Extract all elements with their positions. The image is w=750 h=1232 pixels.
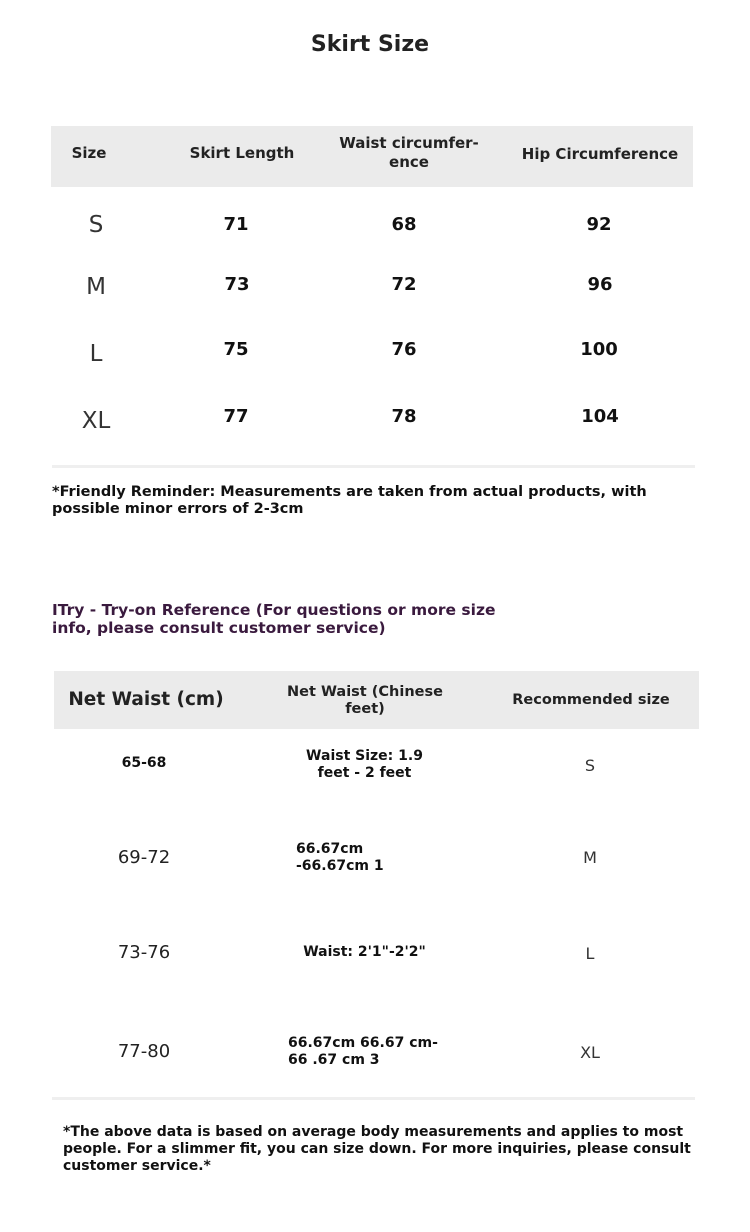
skirt-length-value: 75 [223,339,249,360]
waist-value: 72 [391,274,417,295]
divider [52,465,695,468]
hip-value: 100 [580,339,618,360]
size-label: L [89,341,103,367]
waist-value: 76 [391,339,417,360]
net-waist-cm-value: 77-80 [117,1041,171,1062]
table-row [54,930,699,990]
hip-value: 92 [586,214,612,235]
waist-value: 78 [391,406,417,427]
header-skirt-length: Skirt Length [189,144,295,162]
recommended-size-value: XL [580,1043,600,1062]
net-waist-feet-value: 66.67cm 66.67 cm-66 .67 cm 3 [288,1035,438,1068]
table-row [51,327,693,377]
table-row [51,262,693,312]
header-net-waist-chinese-feet: Net Waist (Chinese feet) [287,684,443,717]
header-recommended-size: Recommended size [512,692,670,708]
header-net-waist-cm: Net Waist (cm) [68,689,224,710]
footer-note: *The above data is based on average body measurements and applies to most people. For a slimmer fit, you can size down. For more inquiries, please consult customer service.* [63,1124,691,1174]
skirt-length-value: 73 [224,274,250,295]
page-title: Skirt Size [310,32,430,57]
table-row [54,1028,699,1088]
header-hip-circumference: Hip Circumference [521,145,679,163]
size-label: M [86,274,106,300]
net-waist-feet-value: Waist: 2'1"-2'2" [303,944,426,960]
header-waist-circumference: Waist circumfer-ence [339,134,479,171]
skirt-length-value: 71 [223,214,249,235]
hip-value: 96 [587,274,613,295]
hip-value: 104 [581,406,619,427]
net-waist-cm-value: 73-76 [117,942,171,963]
net-waist-cm-value: 69-72 [117,847,171,868]
net-waist-feet-value: 66.67cm -66.67cm 1 [296,841,384,874]
tryon-heading: ITry - Try-on Reference (For questions or more size info, please consult customer service) [52,601,496,637]
table-row [54,740,699,800]
table-row [51,200,693,250]
recommended-size-value: L [585,944,595,963]
friendly-reminder: *Friendly Reminder: Measurements are taken from actual products, with possible minor errors of 2-3cm [52,484,647,517]
size-label: S [88,212,104,238]
skirt-length-value: 77 [223,406,249,427]
header-size: Size [71,144,107,162]
table-row [51,394,693,444]
size-label: XL [81,408,111,434]
net-waist-feet-value: Waist Size: 1.9 feet - 2 feet [306,748,423,781]
net-waist-cm-value: 65-68 [121,755,167,771]
waist-value: 68 [391,214,417,235]
table-row [54,835,699,895]
recommended-size-value: M [583,848,597,867]
recommended-size-value: S [584,756,596,775]
divider [52,1097,695,1100]
